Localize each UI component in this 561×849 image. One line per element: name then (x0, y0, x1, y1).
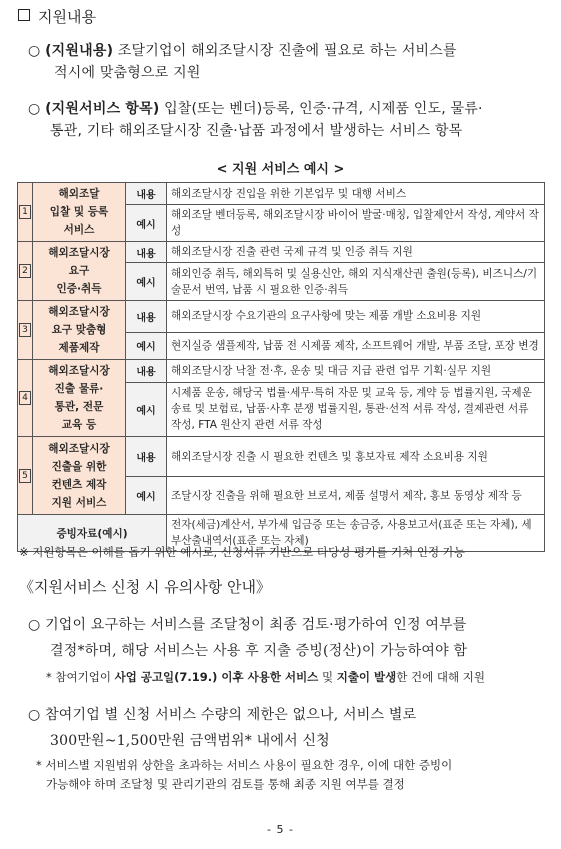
example-cell: 해외인증 취득, 해외특허 및 실용신안, 해외 지식재산권 출원(등록), 비즈니스/기술문서 번역, 납품 시 필요한 인증·취득 (167, 263, 545, 301)
circle-bullet-icon: ○ (28, 101, 46, 117)
category-line: 요구 맞춤형 (51, 324, 107, 336)
circle-bullet-icon: ○ (28, 43, 46, 59)
content-cell: 해외조달시장 진출 시 필요한 컨텐츠 및 홍보자료 제작 소요비용 지원 (167, 437, 545, 477)
row-category (33, 301, 126, 360)
content-cell: 해외조달시장 수요기관의 요구사항에 맞는 제품 개발 소요비용 지원 (167, 301, 545, 333)
example-label: 예시 (126, 477, 167, 515)
row-number-box: 4 (19, 391, 31, 405)
circle-bullet-icon: ○ (28, 707, 46, 723)
section-title: 지원내용 (18, 6, 96, 27)
category-line: 진출을 위한 (51, 460, 107, 473)
category-line: 해외조달시장 (48, 247, 110, 259)
bullet-support-content (28, 40, 548, 84)
example-cell: 현지실증 샘플제작, 납품 전 시제품 제작, 소프트웨어 개발, 부품 조달, 포장 변경 (167, 332, 545, 359)
checkbox-square-icon (18, 9, 30, 21)
row-number (18, 183, 33, 242)
footnote-2: * 서비스별 지원범위 상한을 초과하는 서비스 사용이 필요한 경우, 이에 대한 증빙이 가능해야 하며 조달청 및 관리기관의 검토를 통해 최종 지원 여부를 결정 (36, 758, 453, 791)
guide-title: 《지원서비스 신청 시 유의사항 안내》 (19, 578, 271, 596)
row-number-box: 2 (19, 264, 31, 278)
content-label: 내용 (126, 360, 167, 383)
content-cell: 해외조달시장 낙찰 전·후, 운송 및 대금 지급 관련 업무 기획·실무 지원 (167, 360, 545, 383)
category-line: 해외조달시장 (48, 442, 110, 455)
evidence-cell: 전자(세금)계산서, 부가세 입금증 또는 송금증, 사용보고서(표준 또는 자체), 세부산출내역서(표준 또는 자체) (167, 515, 545, 552)
category-line: 요구 (68, 265, 90, 277)
row-number (18, 360, 33, 437)
category-line: 컨텐츠 제작 (51, 478, 107, 491)
evidence-label: 증빙자료(예시) (18, 515, 167, 552)
table-row (18, 437, 545, 477)
services-table (17, 182, 545, 552)
category-line: 통관, 전문 (54, 401, 104, 413)
bullet-text-cont: 적시에 맞춤형으로 지원 (54, 65, 201, 81)
category-line: 제품제작 (58, 342, 100, 354)
example-cell: 조달시장 진출을 위해 필요한 브로셔, 제품 설명서 제작, 홍보 동영상 제작 등 (167, 477, 545, 515)
row-category (33, 360, 126, 437)
row-number (18, 437, 33, 515)
table-row (18, 183, 545, 205)
category-line: 서비스 (63, 224, 95, 236)
row-number-box: 5 (19, 469, 31, 483)
example-label: 예시 (126, 263, 167, 301)
row-number-box: 3 (19, 323, 31, 337)
content-label: 내용 (126, 437, 167, 477)
category-line: 진출 물류· (54, 383, 104, 395)
bullet-text: 입찰(또는 벤더)등록, 인증·규격, 시제품 인도, 물류· (159, 101, 483, 117)
footnote-1: * 참여기업이 사업 공고일(7.19.) 이후 사용한 서비스 및 지출이 발생한 건에 대해 지원 (46, 670, 486, 684)
bullet-lead: (지원내용) (45, 43, 114, 59)
circle-bullet-icon: ○ (28, 617, 46, 633)
content-cell: 해외조달시장 진입을 위한 기본업무 및 대행 서비스 (167, 183, 545, 205)
bullet-lead: (지원서비스 항목) (45, 101, 160, 117)
content-label: 내용 (126, 301, 167, 333)
category-line: 해외조달시장 (48, 306, 110, 318)
table-row (18, 301, 545, 333)
content-label: 내용 (126, 242, 167, 263)
example-cell: 해외조달 벤더등록, 해외조달시장 바이어 발굴·매칭, 입찰제안서 작성, 계약서 작성 (167, 205, 545, 242)
bullet-text-cont: 통관, 기타 해외조달시장 진출·납품 과정에서 발생하는 서비스 항목 (50, 123, 463, 139)
row-number (18, 301, 33, 360)
bullet-text: 조달기업이 해외조달시장 진출에 필요로 하는 서비스를 (113, 43, 457, 59)
category-line: 입찰 및 등록 (49, 206, 109, 218)
content-label: 내용 (126, 183, 167, 205)
category-line: 해외조달시장 (48, 365, 110, 377)
guide-item: ○ 기업이 요구하는 서비스를 조달청이 최종 검토·평가하여 인정 여부를 결정*하며, 해당 서비스는 사용 후 지출 증빙(정산)이 가능하여야 함 (28, 617, 468, 659)
row-number-box: 1 (19, 205, 31, 219)
table-row (18, 360, 545, 383)
table-note: ※ 지원항목은 이해를 돕기 위한 예시로, 신청서류 기반으로 타당성 평가를 거쳐 인정 가능 (19, 545, 465, 559)
row-category (33, 437, 126, 515)
row-category (33, 183, 126, 242)
guide-item: ○ 참여기업 별 신청 서비스 수량의 제한은 없으나, 서비스 별로 300만원~1,500만원 금액범위* 내에서 신청 (28, 707, 417, 749)
category-line: 인증·취득 (56, 283, 102, 295)
example-label: 예시 (126, 332, 167, 359)
example-label: 예시 (126, 205, 167, 242)
page-number: - 5 - (267, 823, 294, 836)
category-line: 해외조달 (58, 188, 100, 200)
example-label: 예시 (126, 382, 167, 436)
bullet-support-items (28, 98, 552, 142)
table-title: < 지원 서비스 예시 > (216, 162, 345, 177)
row-number (18, 242, 33, 301)
table-row (18, 242, 545, 263)
example-cell: 시제품 운송, 해당국 법률·세무·특허 자문 및 교육 등, 계약 등 법률지원, 국제운송료 및 보험료, 납품·사후 분쟁 법률지원, 통관·선적 서류 작성, 결제관련 서류 작성, FTA 원산지 관련 서류 작성 (167, 382, 545, 436)
category-line: 교육 등 (61, 419, 97, 431)
row-category (33, 242, 126, 301)
category-line: 지원 서비스 (51, 496, 107, 509)
content-cell: 해외조달시장 진출 관련 국제 규격 및 인증 취득 지원 (167, 242, 545, 263)
